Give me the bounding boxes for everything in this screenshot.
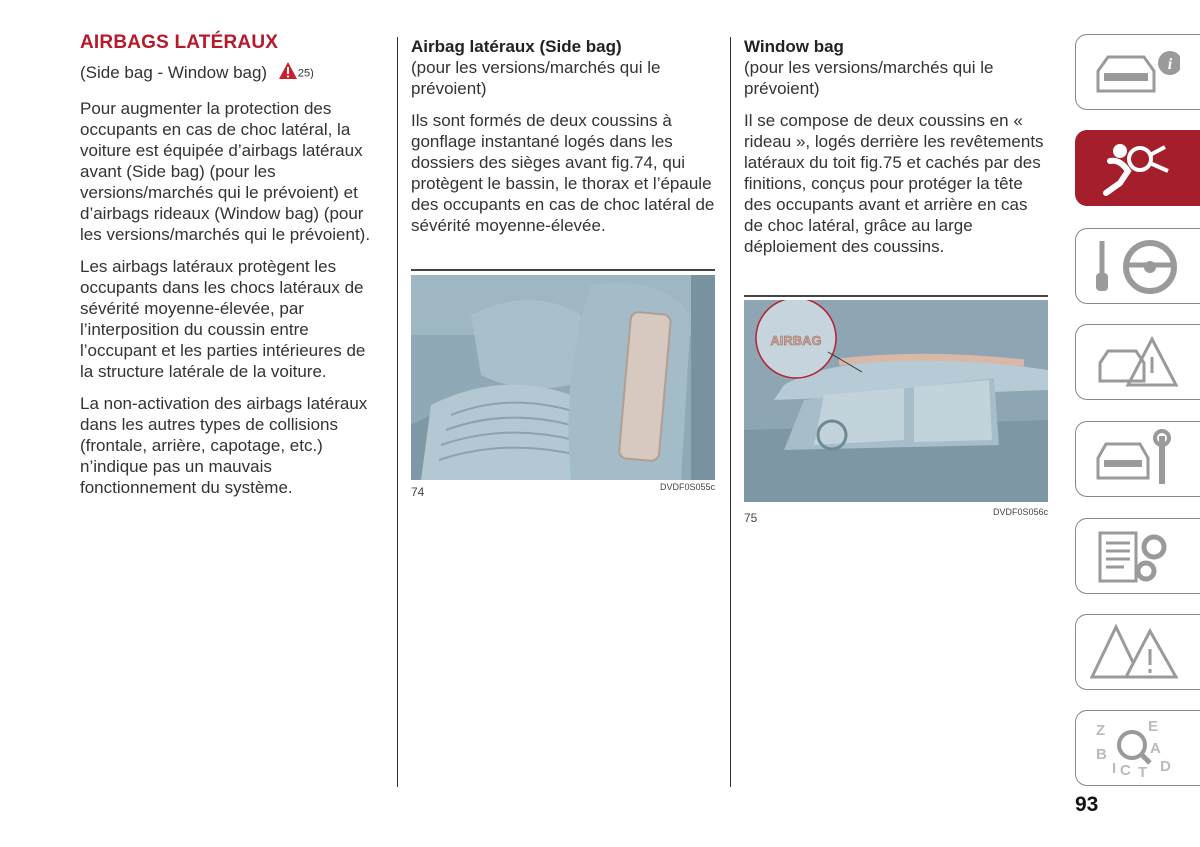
figure-code: DVDF0S056c — [992, 507, 1048, 517]
dashboard-info-icon — [1090, 41, 1180, 105]
technical-data-icon — [1090, 525, 1180, 589]
tab-technical-data[interactable] — [1075, 518, 1200, 594]
figure-number: 74 — [411, 485, 425, 499]
index-letter: B — [1096, 746, 1107, 763]
availability-note: (pour les versions/marchés qui le prévoient) — [744, 58, 994, 98]
figure-rule — [411, 269, 715, 271]
figure-rule — [744, 295, 1048, 297]
tab-index-warning[interactable] — [1075, 614, 1200, 690]
section-title: AIRBAGS LATÉRAUX — [80, 32, 279, 53]
column-divider — [397, 37, 398, 787]
figure-code: DVDF0S055c — [659, 482, 715, 492]
warning-triangle-icon — [278, 61, 298, 86]
maintenance-icon — [1090, 428, 1180, 492]
window-bag-heading: Window bag — [744, 37, 844, 56]
index-letter: T — [1138, 764, 1148, 781]
paragraph: La non-activation des airbags latéraux dans les autres types de collisions (frontale, arrière, capotage, etc.) n’indique pas un mauvais fonctionnement du système. — [80, 394, 368, 497]
side-bag-seat-image — [411, 275, 715, 480]
tab-alphabetical-index[interactable] — [1075, 710, 1200, 786]
emergency-icon — [1090, 331, 1180, 395]
column-divider — [730, 37, 731, 787]
tab-emergency[interactable] — [1075, 324, 1200, 400]
column-2-body — [411, 36, 716, 236]
index-letter: Z — [1096, 722, 1106, 739]
airbag-label: AIRBAG — [770, 333, 822, 348]
paragraph: Il se compose de deux coussins en « rideau », logés derrière les revêtements latéraux du toit fig.75 et cachés par des finitions, conçus pour protéger la tête des occupants avant et arrière en cas de choc latéral, grâce au large déploiement des coussins. — [744, 111, 1044, 256]
availability-note: (pour les versions/marchés qui le prévoient) — [411, 58, 661, 98]
index-letter: I — [1112, 760, 1117, 777]
tab-safety[interactable] — [1075, 130, 1200, 206]
tab-dashboard-info[interactable] — [1075, 34, 1200, 110]
paragraph: Ils sont formés de deux coussins à gonflage instantané logés dans les dossiers des sièges avant fig.74, qui protègent le bassin, le thorax et l’épaule des occupants en cas de choc latéral de sévérité moyenne-élevée. — [411, 111, 715, 235]
alphabetical-index-icon — [1090, 717, 1180, 781]
figure-75 — [744, 295, 1048, 527]
warning-reference: 25) — [297, 67, 314, 80]
tab-starting-driving[interactable] — [1075, 228, 1200, 304]
paragraph: Pour augmenter la protection des occupants en cas de choc latéral, la voiture est équipée d’airbags latéraux avant (Side bag) (pour les versions/marchés qui le prévoient) et d’airbags rideaux (Window bag) (pour les versions/marchés qui le prévoient). — [80, 99, 371, 244]
index-letter: D — [1160, 758, 1171, 775]
side-bag-heading: Airbag latéraux (Side bag) — [411, 37, 622, 56]
figure-number: 75 — [744, 511, 758, 525]
index-letter: E — [1148, 718, 1159, 735]
column-1-body — [80, 98, 380, 498]
starting-driving-icon — [1090, 235, 1180, 299]
index-letter: C — [1120, 762, 1131, 779]
paragraph: Les airbags latéraux protègent les occupants dans les chocs latéraux de sévérité moyenne-élevée, par l’interposition du coussin entre l’occupant et les parties intérieures de la structure latérale de la voiture. — [80, 257, 366, 381]
window-bag-car-image — [744, 300, 1048, 502]
safety-airbag-icon — [1090, 137, 1180, 201]
page-number: 93 — [1075, 793, 1099, 816]
index-warning-icon — [1090, 621, 1180, 685]
column-3-body — [744, 36, 1048, 257]
tab-maintenance[interactable] — [1075, 421, 1200, 497]
index-letter: A — [1150, 740, 1161, 757]
svg-text:i: i — [1167, 56, 1173, 73]
figure-74 — [411, 269, 715, 501]
subtitle-text: (Side bag - Window bag) — [80, 62, 268, 82]
section-subtitle — [80, 61, 314, 86]
